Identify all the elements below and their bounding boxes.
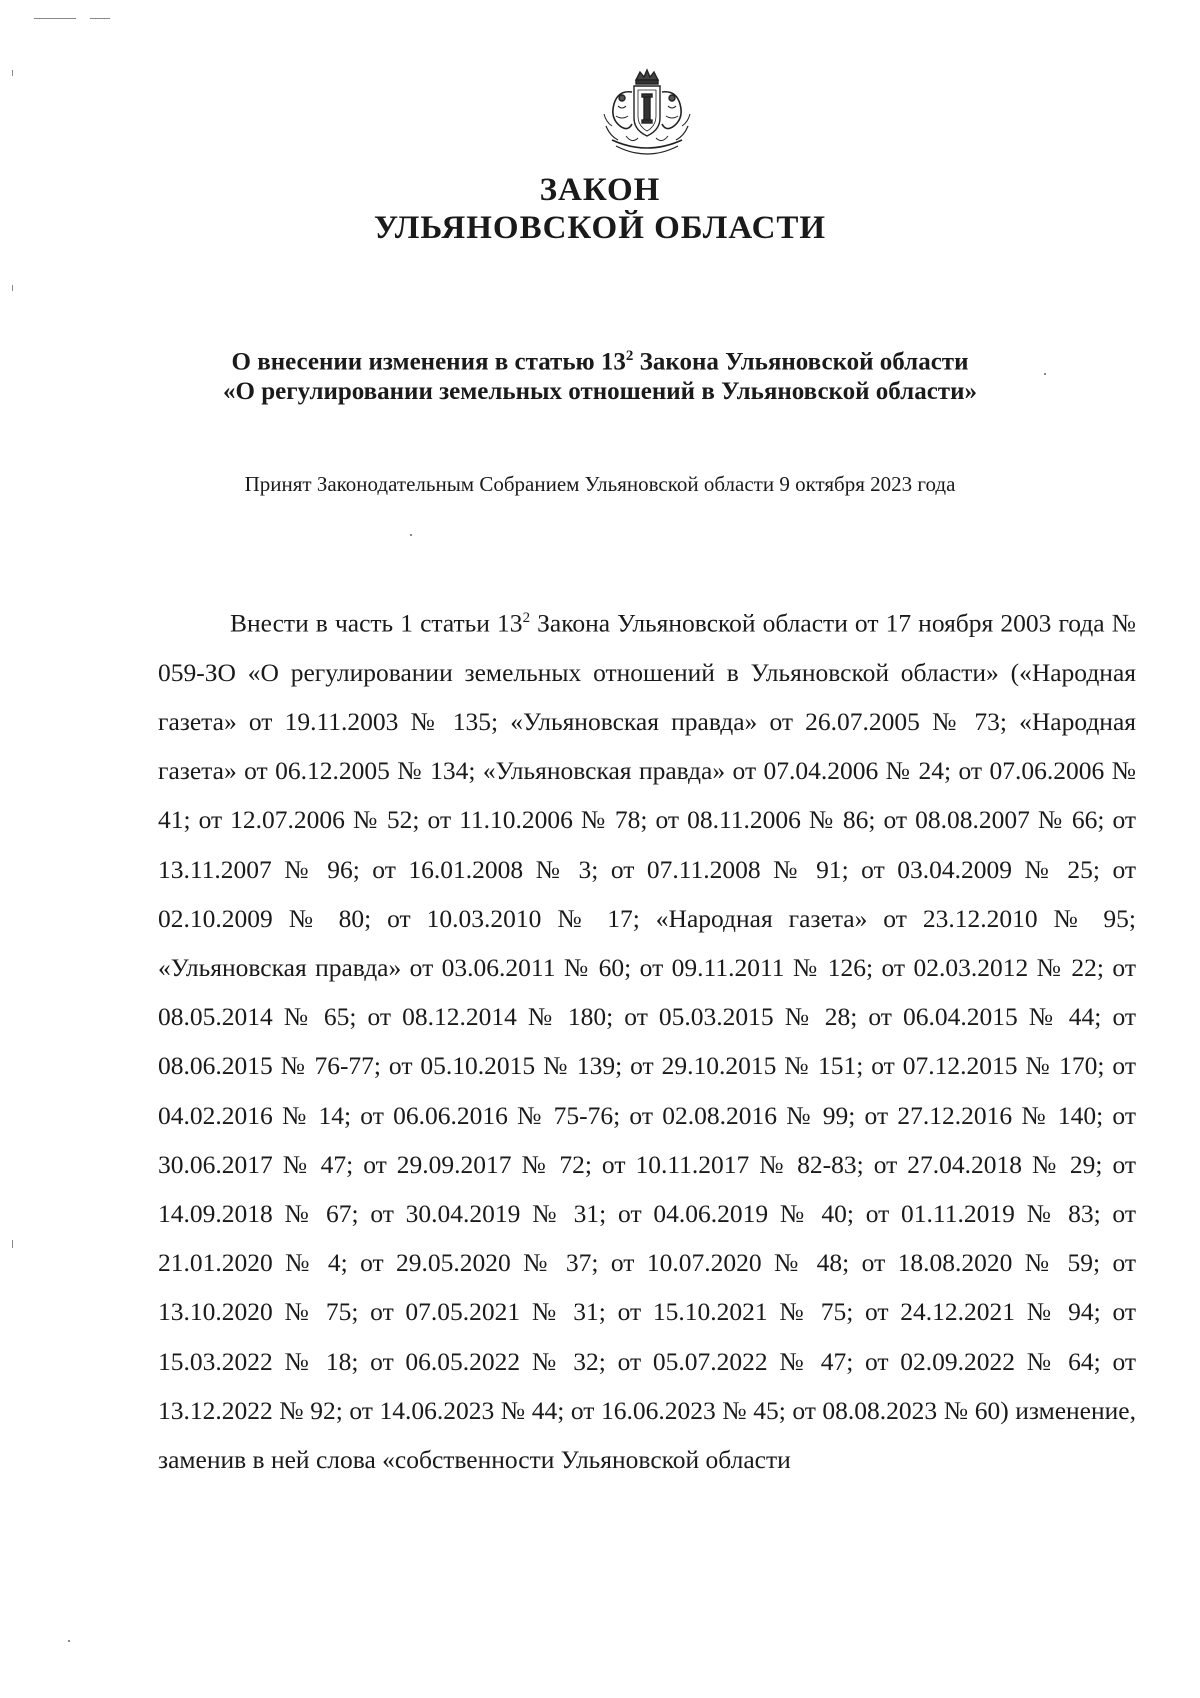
scan-speck — [410, 534, 412, 536]
law-title: ЗАКОН — [539, 172, 661, 208]
body-paragraph — [158, 594, 1136, 1484]
scan-speck — [12, 70, 13, 76]
subject-text-before: О внесении изменения в статью 13 — [231, 348, 626, 376]
subject-superscript: 2 — [625, 348, 634, 364]
scan-speck — [90, 18, 110, 19]
coat-of-arms-emblem — [592, 66, 702, 166]
scan-speck — [34, 18, 76, 19]
scan-speck — [12, 1240, 13, 1248]
law-region-title: УЛЬЯНОВСКОЙ ОБЛАСТИ — [373, 210, 827, 246]
scan-speck — [68, 1640, 70, 1642]
body-text-rest: Закона Ульяновской области от 17 ноября 2003 года № 059-ЗО «О регулировании земельных отношений в Ульяновской области» («Народная газета» от 19.11.2003 № 135; «Ульяновская правда» от 26.07.2005 № 73; «Народная газета» от 06.12.2005 № 134; «Ульяновская правда» от 07.04.2006 № 24; от 07.06.2006 № 41; от 12.07.2006 № 52; от 11.10.2006 № 78; от 08.11.2006 № 86; от 08.08.2007 № 66; от 13.11.2007 № 96; от 16.01.2008 № 3; от 07.11.2008 № 91; от 03.04.2009 № 25; от 02.10.2009 № 80; от 10.03.2010 № 17; «Народная газета» от 23.12.2010 № 95; «Ульяновская правда» от 03.06.2011 № 60; от 09.11.2011 № 126; от 02.03.2012 № 22; от 08.05.2014 № 65; от 08.12.2014 № 180; от 05.03.2015 № 28; от 06.04.2015 № 44; от 08.06.2015 № 76-77; от 05.10.2015 № 139; от 29.10.2015 № 151; от 07.12.2015 № 170; от 04.02.2016 № 14; от 06.06.2016 № 75-76; от 02.08.2016 № 99; от 27.12.2016 № 140; от 30.06.2017 № 47; от 29.09.2017 № 72; от 10.11.2017 № 82-83; от 27.04.2018 № 29; от 14.09.2018 № 67; от 30.04.2019 № 31; от 04.06.2019 № 40; от 01.11.2019 № 83; от 21.01.2020 № 4; от 29.05.2020 № 37; от 10.07.2020 № 48; от 18.08.2020 № 59; от 13.10.2020 № 75; от 07.05.2021 № 31; от 15.10.2021 № 75; от 24.12.2021 № 94; от 15.03.2022 № 18; от 06.05.2022 № 32; от 05.07.2022 № 47; от 02.09.2022 № 64; от 13.12.2022 № 92; от 14.06.2023 № 44; от 16.06.2023 № 45; от 08.08.2023 № 60) изменение, заменив в ней слова «собственности Ульяновской области — [158, 608, 1136, 1474]
scan-speck — [12, 285, 13, 291]
law-subject-line2: «О регулировании земельных отношений в Ульяновской области» — [223, 378, 977, 405]
body-superscript: 2 — [522, 610, 531, 626]
body-text-start: Внести в часть 1 статьи 13 — [230, 608, 523, 638]
subject-text-after: Закона Ульяновской области — [633, 348, 969, 376]
adoption-note: Принят Законодательным Собранием Ульяновской области 9 октября 2023 года — [244, 472, 956, 496]
scan-speck — [1044, 373, 1046, 375]
